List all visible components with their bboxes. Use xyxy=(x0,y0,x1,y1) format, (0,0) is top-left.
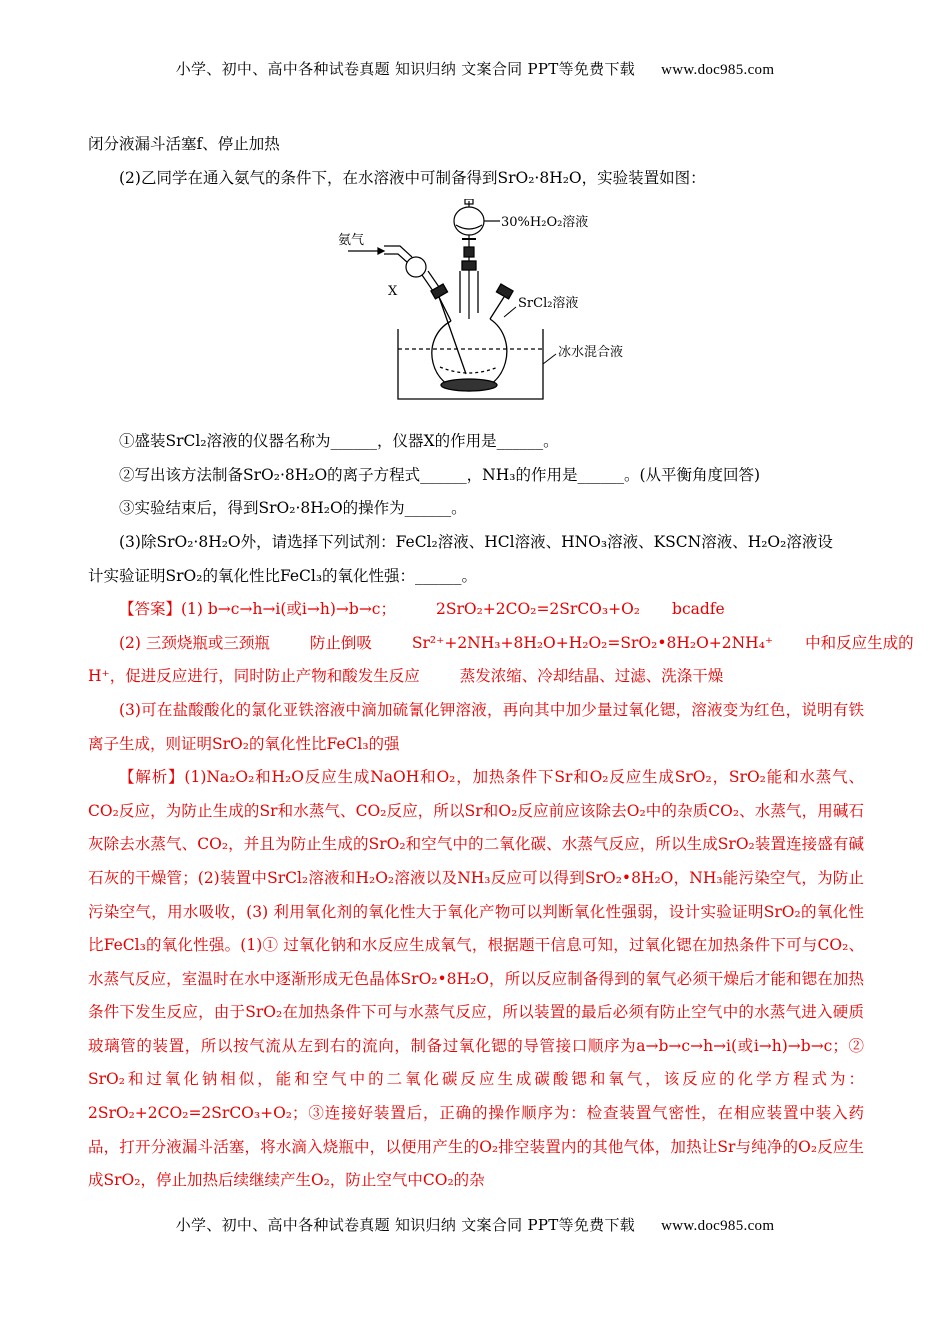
question-2-1: ①盛装SrCl₂溶液的仪器名称为______，仪器X的作用是______。 xyxy=(119,432,559,451)
question-2-2: ②写出该方法制备SrO₂·8H₂O的离子方程式______，NH₃的作用是______。(从平衡角度回答) xyxy=(119,465,761,484)
text-line: 闭分液漏斗活塞f、停止加热 xyxy=(88,135,280,153)
answer-2-equation: Sr²⁺+2NH₃+8H₂O+H₂O₂=SrO₂•8H₂O+2NH₄⁺ xyxy=(411,633,774,652)
answer-1 xyxy=(88,593,864,627)
label-x: X xyxy=(388,284,398,300)
page-header xyxy=(0,58,950,79)
footer-site: www.doc985.com xyxy=(661,1218,775,1234)
label-srcl2: SrCl₂溶液 xyxy=(518,296,579,312)
answer-2 xyxy=(88,627,914,661)
header-site: www.doc985.com xyxy=(661,62,775,78)
footer-text: 小学、初中、高中各种试卷真题 知识归纳 文案合同 PPT等免费下载 xyxy=(175,1216,636,1234)
question-2-3: ③实验结束后，得到SrO₂·8H₂O的操作为______。 xyxy=(119,499,467,518)
header-text: 小学、初中、高中各种试卷真题 知识归纳 文案合同 PPT等免费下载 xyxy=(175,60,636,78)
label-ice-water: 冰水混合液 xyxy=(558,345,624,361)
label-ammonia: 氨气 xyxy=(338,233,365,249)
answer-1-equation: 2SrO₂+2CO₂=2SrCO₃+O₂ xyxy=(436,600,641,619)
label-h2o2: 30%H₂O₂溶液 xyxy=(501,215,589,231)
answer-2-cont xyxy=(88,660,864,694)
separatory-funnel xyxy=(454,199,500,319)
answer-2-nh3-role-cont: H⁺，促进反应进行，同时防止产物和酸发生反应 xyxy=(88,667,420,686)
answer-2-nh3-role: 中和反应生成的 xyxy=(805,633,914,652)
analysis: 【解析】(1)Na₂O₂和H₂O反应生成NaOH和O₂，加热条件下Sr和O₂反应生成SrO₂，SrO₂能和水蒸气、CO₂反应，为防止生成的Sr和水蒸气、CO₂反应，所以Sr和O₂反应前应该除去O₂中的杂质CO₂、水蒸气，用碱石灰除去水蒸气、CO₂，并且为防止生成的SrO₂和空气中的二氧化碳、水蒸气反应，所以生成SrO₂装置连接盛有碱石灰的干燥管；(2)装置中SrCl₂溶液和H₂O₂溶液以及NH₃反应可以得到SrO₂•8H₂O，NH₃能污染空气，为防止污染空气，用水吸收，(3) 利用氧化剂的氧化性大于氧化产物可以判断氧化性强弱，设计实验证明SrO₂的氧化性比FeCl₃的氧化性强。(1)① 过氧化钠和水反应生成氧气，根据题干信息可知，过氧化锶在加热条件下可与CO₂、水蒸气反应，室温时在水中逐渐形成无色晶体SrO₂•8H₂O，所以反应制备得到的氧气必须干燥后才能和锶在加热条件下发生反应，由于SrO₂在加热条件下可与水蒸气反应，所以装置的最后必须有防止空气中的水蒸气进入硬质玻璃管的装置，所以按气流从左到右的流向，制备过氧化锶的导管接口顺序为a→b→c→h→i(或i→h)→b→c；② SrO₂和过氧化钠相似，能和空气中的二氧化碳反应生成碳酸锶和氧气，该反应的化学方程式为：2SrO₂+2CO₂=2SrCO₃+O₂；③连接好装置后，正确的操作顺序为：检查装置气密性，在相应装置中装入药品，打开分液漏斗活塞，将水滴入烧瓶中，以便用产生的O₂排空装置内的其他气体，加热让Sr与纯净的O₂反应生成SrO₂，停止加热后续继续产生O₂，防止空气中CO₂的杂 xyxy=(88,768,864,1190)
answer-1-steps: bcadfe xyxy=(672,600,725,619)
three-neck-flask xyxy=(431,261,513,391)
apparatus-figure xyxy=(88,199,864,417)
answer-2-flask: (2) 三颈烧瓶或三颈瓶 xyxy=(119,633,270,652)
page-footer xyxy=(0,1214,950,1235)
answer-3: (3)可在盐酸酸化的氯化亚铁溶液中滴加硫氰化钾溶液，再向其中加少量过氧化锶，溶液变为红色，说明有铁离子生成，则证明SrO₂的氧化性比FeCl₃的强 xyxy=(88,700,864,753)
question-3-line-a: (3)除SrO₂·8H₂O外，请选择下列试剂：FeCl₂溶液、HCl溶液、HNO₃溶液、KSCN溶液、H₂O₂溶液设 xyxy=(119,532,833,551)
apparatus-diagram xyxy=(338,199,638,411)
question-3-line-b: 计实验证明SrO₂的氧化性比FeCl₃的氧化性强：______。 xyxy=(88,566,478,585)
answer-1-order: 【答案】(1) b→c→h→i(或i→h)→b→c； xyxy=(119,600,396,619)
answer-2-operation: 蒸发浓缩、冷却结晶、过滤、洗涤干燥 xyxy=(459,667,724,686)
question-2-intro: (2)乙同学在通入氨气的条件下，在水溶液中可制备得到SrO₂·8H₂O，实验装置如图： xyxy=(119,168,706,187)
document-body xyxy=(88,128,914,1198)
answer-2-x-role: 防止倒吸 xyxy=(309,633,372,652)
